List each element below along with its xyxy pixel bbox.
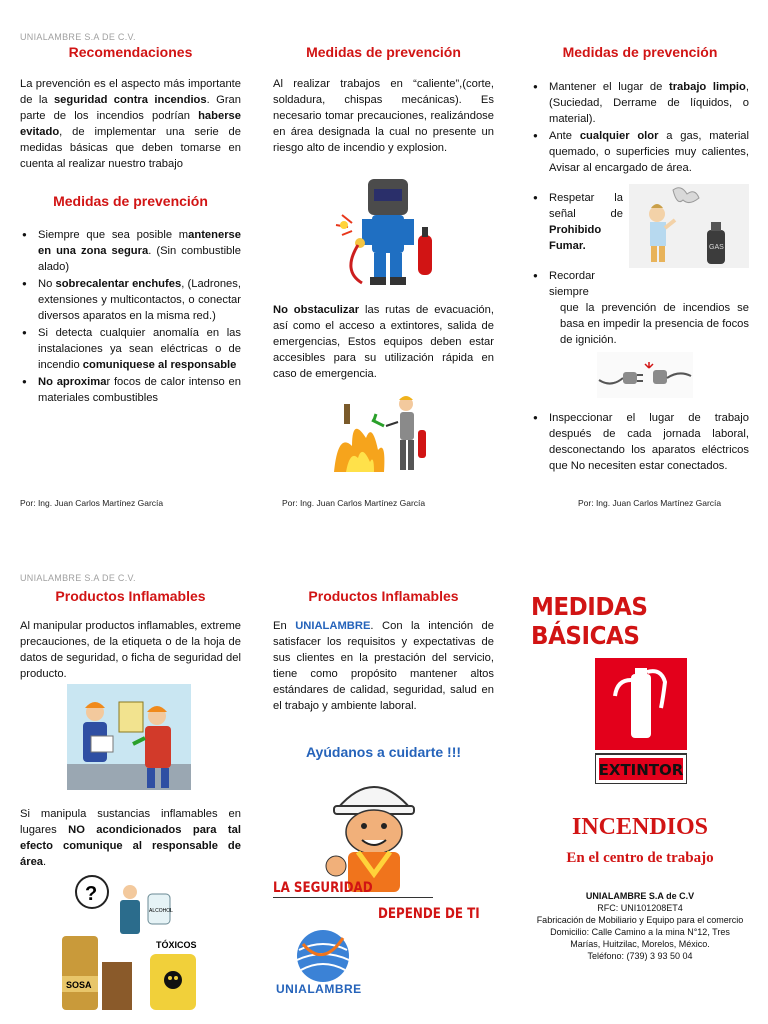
panel4-paragraph2: Si manipula sustancias inflamables en lugares NO acondicionados para tal efecto comunique al responsable de área.	[20, 808, 241, 868]
panel2-paragraph1: Al realizar trabajos en “caliente”,(corte, soldadura, chispas mecánicas). Es necesario tomar precauciones, realizándose en área designada la cual no presente un riesgo alto de incendio y explosion.	[273, 78, 494, 154]
contact-block	[535, 890, 745, 962]
extintor-sign	[595, 658, 687, 784]
slogan-line-2: DEPENDE DE TI	[378, 906, 480, 922]
panel4-heading: Productos Inflamables	[55, 588, 206, 604]
welder-illustration	[322, 175, 452, 293]
workers-safety-sheet-illustration	[67, 684, 191, 790]
panel2-paragraph2: No obstaculizar las rutas de evacuación, así como el acceso a extintores, salida de emergencias, Estos equipos deben estar accesibles para su utilización rápida en caso de emergencia.	[273, 304, 494, 380]
author-credit: Por: Ing. Juan Carlos Martínez García	[282, 498, 426, 508]
gas-leak-illustration	[629, 184, 749, 268]
author-credit: Por: Ing. Juan Carlos Martínez García	[20, 498, 164, 508]
panel2-lower	[273, 302, 494, 382]
panel2-heading: Medidas de prevención	[306, 44, 461, 60]
main-title: MEDIDAS BÁSICAS	[531, 592, 648, 650]
worker-mascot-illustration	[324, 774, 424, 892]
panel3-bullet-list-a	[531, 79, 749, 176]
company-name: UNIALAMBRE S.A de C.V	[585, 891, 695, 901]
subtitle-incendios: INCENDIOS	[571, 814, 709, 840]
panel1-intro: La prevención es el aspecto más importante de la seguridad contra incendios. Gran parte de los incendios podrían haberse evitado, de implementar una serie de medidas básicas que deben tomarse en cuenta al realizar nuestro trabajo	[20, 78, 242, 170]
company-address: Domicilio: Calle Camino a la mina N°12, Tres Marías, Huitzilac, Morelos, México.	[550, 927, 730, 949]
company-rfc: RFC: UNI101208ET4	[597, 903, 683, 913]
author-credit: Por: Ing. Juan Carlos Martínez García	[578, 498, 722, 508]
list-item: ● Ante cualquier olor a gas, material quemado, o superficies muy calientes, Avisar al encargado de área.	[531, 128, 749, 176]
unplugged-cable-icon	[597, 352, 693, 398]
list-item: ● Inspeccionar el lugar de trabajo después de cada jornada laboral, desconectando los aparatos eléctricos que No necesiten estar conectados.	[531, 410, 749, 474]
unialambre-logo-globe-icon	[293, 928, 353, 984]
call-to-action: Ayúdanos a cuidarte !!!	[305, 744, 462, 760]
panel3-ignition-text: que la prevención de incendios se basa en impedir la presencia de focos de ignición.	[560, 302, 749, 346]
panel5-heading: Productos Inflamables	[308, 588, 459, 604]
panel4-paragraph1: Al manipular productos inflamables, extreme precauciones, de la etiqueta o de la hoja de datos de seguridad, o ficha de seguridad del producto.	[20, 620, 241, 680]
sosa-label: SOSA	[66, 980, 92, 990]
unialambre-logo-text: UNIALAMBRE	[276, 982, 362, 996]
question-mark: ?	[85, 883, 98, 905]
list-item: ● Respetar la señal de Prohibido Fumar.	[531, 190, 623, 254]
extintor-sign-label: EXTINTOR	[598, 761, 684, 779]
toxicos-label: TÓXICOS	[156, 940, 197, 950]
list-item: ● No sobrecalentar enchufes, (Ladrones, extensiones y multicontactos, o conectar diversos aparatos en la misma red.)	[20, 276, 241, 324]
panel4-lower	[20, 806, 241, 870]
panel1-bullet-list	[20, 227, 241, 406]
panel3-heading: Medidas de prevención	[562, 44, 718, 60]
toxic-products-illustration	[58, 872, 208, 1012]
brochure-inside	[0, 568, 768, 1024]
panel5-paragraph: En UNIALAMBRE. Con la intención de satisfacer los requisitos y expectativas de sus clientes en la prestación del servicio, tiene como propósito mantener altos estándares de calidad, seguridad, salud en el trabajo y ambiente laboral.	[273, 620, 495, 712]
panel-productos-inflamables-2	[273, 588, 494, 760]
company-description: Fabricación de Mobiliario y Equipo para el comercio	[536, 915, 744, 925]
panel-productos-inflamables-1	[20, 588, 241, 682]
company-tag: UNIALAMBRE S.A DE C.V.	[20, 32, 136, 42]
alcohol-label: ALCOHOL	[149, 908, 173, 914]
list-item: ● No aproximar focos de calor intenso en materiales combustibles	[20, 374, 241, 406]
panel-recomendaciones	[20, 44, 241, 407]
firefighter-extinguisher-illustration	[326, 392, 436, 476]
company-tag: UNIALAMBRE S.A DE C.V.	[20, 573, 136, 583]
panel1-heading: Recomendaciones	[68, 44, 193, 60]
panel-medidas-3	[531, 44, 749, 177]
panel3-bullet-list-b	[531, 190, 623, 301]
slogan-divider	[273, 897, 433, 898]
company-phone: Teléfono: (739) 3 93 50 04	[587, 951, 693, 961]
list-item: ● Mantener el lugar de trabajo limpio, (Suciedad, Derrame de líquidos, o material).	[531, 79, 749, 127]
slogan-line-1: LA SEGURIDAD	[273, 880, 373, 896]
panel1-heading2: Medidas de prevención	[53, 193, 208, 209]
list-item: ● Siempre que sea posible mantenerse en una zona segura. (Sin combustible alado)	[20, 227, 241, 275]
gas-label: GAS	[709, 244, 724, 251]
panel3-bullet-list-c	[531, 410, 749, 475]
list-item: ● Recordar siempre	[531, 268, 623, 300]
subtitle-centro-trabajo: En el centro de trabajo	[566, 850, 714, 866]
panel-medidas-2	[273, 44, 494, 156]
list-item: ● Si detecta cualquier anomalía en las instalaciones ya sean eléctricas o de incendio comuniquese al responsable	[20, 325, 241, 373]
